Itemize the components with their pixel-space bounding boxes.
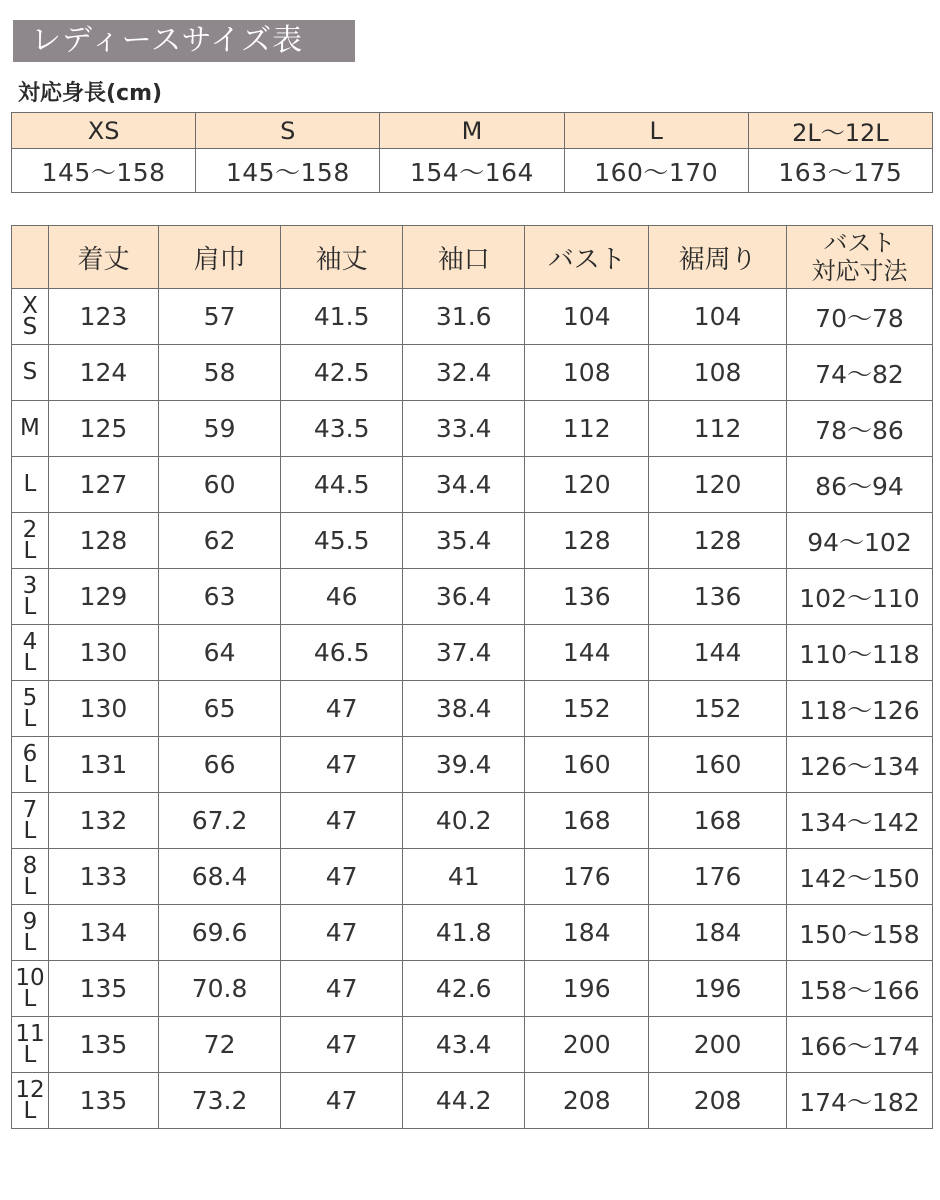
table-cell: 142〜150	[786, 849, 932, 905]
table-row	[12, 1017, 933, 1073]
column-header: 袖口	[403, 226, 525, 289]
table-cell: 43.5	[281, 401, 403, 457]
table-row	[12, 737, 933, 793]
row-size-label-part: L	[23, 537, 37, 564]
table-cell: 200	[649, 1017, 787, 1073]
table-cell: 68.4	[159, 849, 281, 905]
row-size-label-part: L	[23, 705, 37, 732]
table-cell: 184	[649, 905, 787, 961]
table-cell: 43.4	[403, 1017, 525, 1073]
table-cell: 152	[649, 681, 787, 737]
table-cell: 69.6	[159, 905, 281, 961]
table-cell: 67.2	[159, 793, 281, 849]
table-cell: 70.8	[159, 961, 281, 1017]
table-row	[12, 289, 933, 345]
row-size-label-part: 7	[22, 796, 38, 823]
table-cell: 46	[281, 569, 403, 625]
table-cell: 42.6	[403, 961, 525, 1017]
row-size-label-part: 8	[22, 852, 38, 879]
table-cell: 104	[525, 289, 649, 345]
table-cell: 168	[525, 793, 649, 849]
row-size-label-part: 12	[15, 1076, 45, 1103]
column-header: 裾周り	[649, 226, 787, 289]
table-cell: 108	[649, 345, 787, 401]
table-cell: 41.5	[281, 289, 403, 345]
height-size-cell: S	[196, 113, 380, 149]
row-size-label	[12, 793, 49, 849]
height-value-cell: 160〜170	[564, 149, 748, 193]
table-cell: 133	[48, 849, 158, 905]
table-cell: 47	[281, 961, 403, 1017]
table-cell: 130	[48, 625, 158, 681]
table-cell: 72	[159, 1017, 281, 1073]
column-header: 肩巾	[159, 226, 281, 289]
column-header: バスト 対応寸法	[786, 226, 932, 289]
table-cell: 66	[159, 737, 281, 793]
table-cell: 124	[48, 345, 158, 401]
height-size-cell: M	[380, 113, 564, 149]
table-row	[12, 513, 933, 569]
table-cell: 42.5	[281, 345, 403, 401]
table-cell: 38.4	[403, 681, 525, 737]
table-cell: 74〜82	[786, 345, 932, 401]
table-cell: 134〜142	[786, 793, 932, 849]
table-cell: 118〜126	[786, 681, 932, 737]
table-cell: 73.2	[159, 1073, 281, 1129]
corner-cell	[12, 226, 49, 289]
table-cell: 127	[48, 457, 158, 513]
row-size-label-part: S	[22, 313, 38, 340]
table-row	[12, 625, 933, 681]
row-size-label-part: 9	[22, 908, 38, 935]
height-value-cell: 154〜164	[380, 149, 564, 193]
table-cell: 135	[48, 961, 158, 1017]
row-size-label	[12, 513, 49, 569]
table-cell: 47	[281, 849, 403, 905]
row-size-label	[12, 1017, 49, 1073]
table-cell: 130	[48, 681, 158, 737]
height-value-cell: 163〜175	[748, 149, 932, 193]
height-table-label: 対応身長(cm)	[18, 81, 163, 106]
table-cell: 176	[525, 849, 649, 905]
row-size-label-part: L	[23, 1041, 37, 1068]
size-table-header-row	[12, 226, 933, 289]
table-row	[12, 345, 933, 401]
table-row	[12, 793, 933, 849]
table-row	[12, 849, 933, 905]
table-cell: 135	[48, 1073, 158, 1129]
table-cell: 123	[48, 289, 158, 345]
size-table	[11, 225, 933, 1129]
table-cell: 37.4	[403, 625, 525, 681]
height-table-header-row	[12, 113, 933, 149]
column-header: バスト	[525, 226, 649, 289]
table-cell: 57	[159, 289, 281, 345]
table-cell: 132	[48, 793, 158, 849]
row-size-label-part: X	[22, 292, 38, 319]
height-size-cell: 2L〜12L	[748, 113, 932, 149]
table-row	[12, 905, 933, 961]
table-cell: 136	[649, 569, 787, 625]
table-cell: 39.4	[403, 737, 525, 793]
row-size-label-part: L	[23, 817, 37, 844]
row-size-label	[12, 849, 49, 905]
table-cell: 41.8	[403, 905, 525, 961]
table-cell: 70〜78	[786, 289, 932, 345]
row-size-label-part: L	[23, 471, 37, 497]
table-cell: 150〜158	[786, 905, 932, 961]
row-size-label-part: L	[23, 761, 37, 788]
table-cell: 40.2	[403, 793, 525, 849]
table-cell: 47	[281, 737, 403, 793]
row-size-label-part: L	[23, 985, 37, 1012]
table-cell: 128	[48, 513, 158, 569]
table-cell: 104	[649, 289, 787, 345]
row-size-label	[12, 401, 49, 457]
table-cell: 58	[159, 345, 281, 401]
table-cell: 135	[48, 1017, 158, 1073]
table-cell: 59	[159, 401, 281, 457]
table-cell: 128	[649, 513, 787, 569]
table-cell: 34.4	[403, 457, 525, 513]
table-cell: 176	[649, 849, 787, 905]
row-size-label-part: L	[23, 929, 37, 956]
table-cell: 184	[525, 905, 649, 961]
table-cell: 41	[403, 849, 525, 905]
table-cell: 131	[48, 737, 158, 793]
row-size-label	[12, 569, 49, 625]
table-row	[12, 457, 933, 513]
table-cell: 166〜174	[786, 1017, 932, 1073]
table-cell: 60	[159, 457, 281, 513]
height-table-value-row	[12, 149, 933, 193]
column-header: 着丈	[48, 226, 158, 289]
table-cell: 63	[159, 569, 281, 625]
table-cell: 47	[281, 1017, 403, 1073]
table-cell: 47	[281, 681, 403, 737]
column-header: 袖丈	[281, 226, 403, 289]
table-cell: 36.4	[403, 569, 525, 625]
table-cell: 196	[525, 961, 649, 1017]
table-cell: 152	[525, 681, 649, 737]
table-cell: 31.6	[403, 289, 525, 345]
table-row	[12, 961, 933, 1017]
row-size-label-part: 5	[22, 684, 38, 711]
row-size-label-part: 10	[15, 964, 45, 991]
row-size-label-part: L	[23, 649, 37, 676]
row-size-label	[12, 1073, 49, 1129]
table-cell: 196	[649, 961, 787, 1017]
table-cell: 108	[525, 345, 649, 401]
row-size-label-part: L	[23, 593, 37, 620]
table-cell: 126〜134	[786, 737, 932, 793]
table-cell: 102〜110	[786, 569, 932, 625]
row-size-label-part: 2	[22, 516, 38, 543]
row-size-label	[12, 289, 49, 345]
row-size-label	[12, 737, 49, 793]
table-cell: 62	[159, 513, 281, 569]
table-cell: 144	[649, 625, 787, 681]
table-cell: 94〜102	[786, 513, 932, 569]
table-cell: 112	[649, 401, 787, 457]
table-cell: 208	[649, 1073, 787, 1129]
table-cell: 120	[649, 457, 787, 513]
row-size-label-part: L	[23, 1097, 37, 1124]
table-cell: 47	[281, 1073, 403, 1129]
row-size-label	[12, 457, 49, 513]
table-cell: 47	[281, 905, 403, 961]
row-size-label	[12, 681, 49, 737]
height-size-cell: L	[564, 113, 748, 149]
table-cell: 35.4	[403, 513, 525, 569]
row-size-label-part: S	[22, 359, 38, 385]
height-size-cell: XS	[12, 113, 196, 149]
table-row	[12, 401, 933, 457]
row-size-label	[12, 345, 49, 401]
table-cell: 144	[525, 625, 649, 681]
table-cell: 160	[649, 737, 787, 793]
table-cell: 86〜94	[786, 457, 932, 513]
table-cell: 129	[48, 569, 158, 625]
table-cell: 44.5	[281, 457, 403, 513]
table-cell: 112	[525, 401, 649, 457]
table-cell: 160	[525, 737, 649, 793]
page-title: レディースサイズ表	[13, 20, 355, 62]
table-cell: 78〜86	[786, 401, 932, 457]
table-row	[12, 569, 933, 625]
table-cell: 33.4	[403, 401, 525, 457]
row-size-label-part: 6	[22, 740, 38, 767]
table-row	[12, 681, 933, 737]
row-size-label-part: M	[20, 415, 40, 441]
table-cell: 128	[525, 513, 649, 569]
table-cell: 45.5	[281, 513, 403, 569]
height-value-cell: 145〜158	[12, 149, 196, 193]
row-size-label-part: 11	[15, 1020, 45, 1047]
table-cell: 46.5	[281, 625, 403, 681]
table-cell: 65	[159, 681, 281, 737]
table-cell: 200	[525, 1017, 649, 1073]
table-row	[12, 1073, 933, 1129]
table-cell: 44.2	[403, 1073, 525, 1129]
table-cell: 158〜166	[786, 961, 932, 1017]
row-size-label-part: 4	[22, 628, 38, 655]
table-cell: 64	[159, 625, 281, 681]
height-value-cell: 145〜158	[196, 149, 380, 193]
height-table	[11, 112, 933, 193]
table-cell: 125	[48, 401, 158, 457]
table-cell: 47	[281, 793, 403, 849]
table-cell: 120	[525, 457, 649, 513]
table-cell: 174〜182	[786, 1073, 932, 1129]
row-size-label	[12, 961, 49, 1017]
row-size-label	[12, 905, 49, 961]
table-cell: 32.4	[403, 345, 525, 401]
table-cell: 110〜118	[786, 625, 932, 681]
table-cell: 168	[649, 793, 787, 849]
row-size-label-part: L	[23, 873, 37, 900]
table-cell: 208	[525, 1073, 649, 1129]
table-cell: 136	[525, 569, 649, 625]
row-size-label	[12, 625, 49, 681]
table-cell: 134	[48, 905, 158, 961]
row-size-label-part: 3	[22, 572, 38, 599]
